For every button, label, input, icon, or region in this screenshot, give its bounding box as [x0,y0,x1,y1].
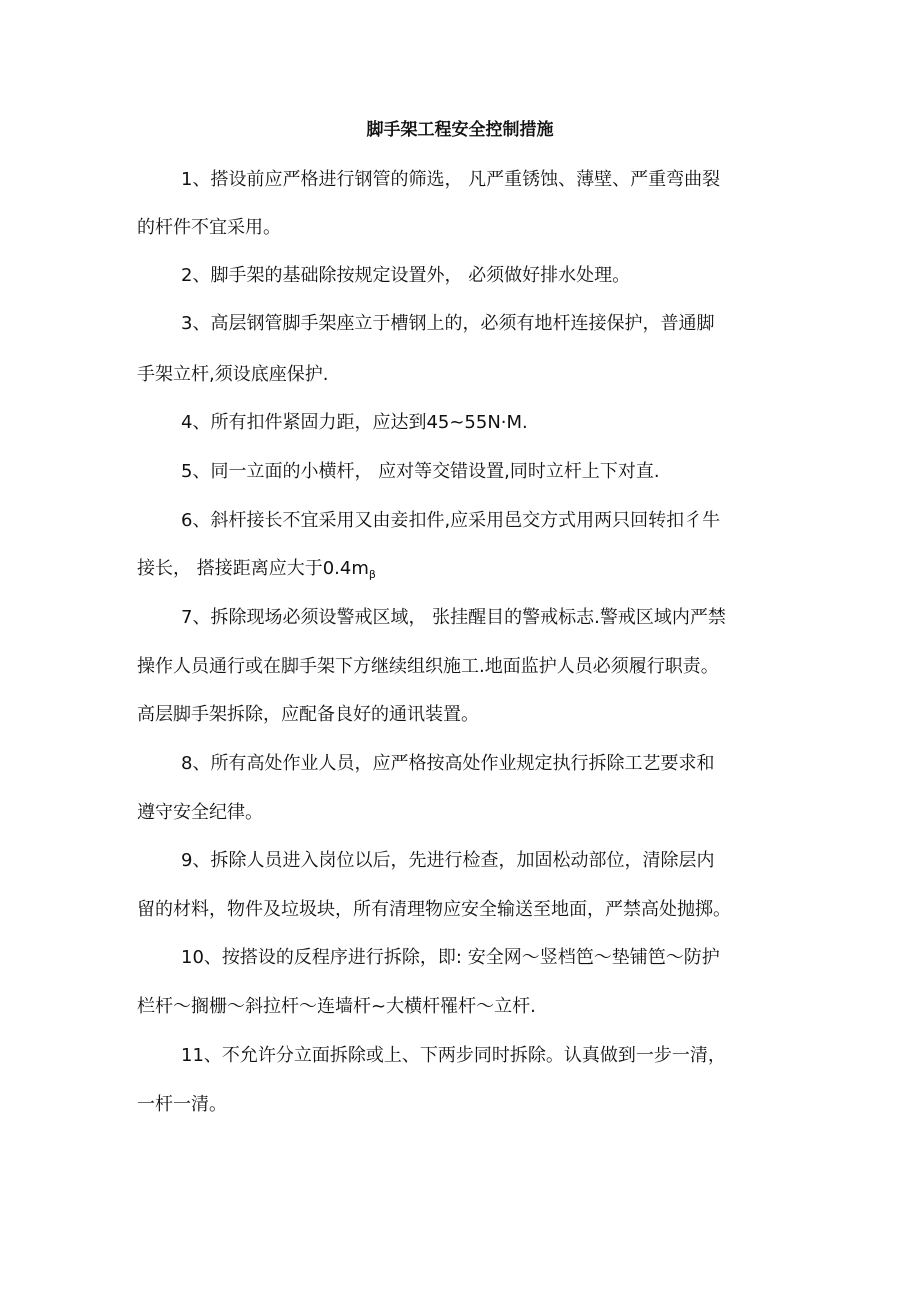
paragraph-6-subscript: β [368,568,376,581]
paragraph-3-line-1: 3、高层钢管脚手架座立于槽钢上的，必须有地杆连接保护，普通脚 [181,313,715,334]
paragraph-5-line-1: 5、同一立面的小横杆， 应对等交错设置,同时立杆上下对直. [181,461,660,482]
paragraph-8-line-1: 8、所有高处作业人员，应严格按高处作业规定执行拆除工艺要求和 [181,753,715,774]
paragraph-6-line-2 [137,556,376,588]
paragraph-7-line-3: 高层脚手架拆除，应配备良好的通讯装置。 [137,704,479,725]
paragraph-11-line-1: 11、不允许分立面拆除或上、下两步同时拆除。认真做到一步一清， [181,1045,726,1066]
paragraph-1-line-2: 的杆件不宜采用。 [137,217,281,238]
paragraph-9-line-2: 留的材料，物件及垃圾块，所有清理物应安全输送至地面，严禁高处抛掷。 [137,899,731,920]
paragraph-1-line-1: 1、搭设前应严格进行钢管的筛选， 凡严重锈蚀、薄壁、严重弯曲裂 [181,169,721,190]
paragraph-6-line-1: 6、斜杆接长不宜采用又由妾扣件,应采用邑交方式用两只回转扣彳牛 [181,510,721,531]
paragraph-11-line-2: 一杆一清。 [137,1094,227,1115]
paragraph-10-line-2: 栏杆〜搁栅〜斜拉杆〜连墙杆~大横杆罹杆〜立杆. [137,996,536,1017]
paragraph-2-line-1: 2、脚手架的基础除按规定设置外， 必须做好排水处理。 [181,265,631,286]
paragraph-4-line-1: 4、所有扣件紧固力距，应达到45~55N·M. [181,412,528,433]
document-title: 脚手架工程安全控制措施 [366,120,554,140]
paragraph-7-line-2: 操作人员通行或在脚手架下方继续组织施工.地面监护人员必须履行职责。 [137,656,719,677]
paragraph-8-line-2: 遵守安全纪律。 [137,802,263,823]
paragraph-6-line-2-text: 接长， 搭接距离应大于0.4m [137,558,369,579]
paragraph-10-line-1: 10、按搭设的反程序进行拆除，即: 安全网〜竖档笆〜垫铺笆〜防护 [181,947,720,968]
paragraph-3-line-2: 手架立杆,须设底座保护. [137,364,329,385]
paragraph-7-line-1: 7、拆除现场必须设警戒区域， 张挂醒目的警戒标志.警戒区域内严禁 [181,607,726,628]
paragraph-9-line-1: 9、拆除人员进入岗位以后，先进行检查，加固松动部位，清除层内 [181,850,715,871]
